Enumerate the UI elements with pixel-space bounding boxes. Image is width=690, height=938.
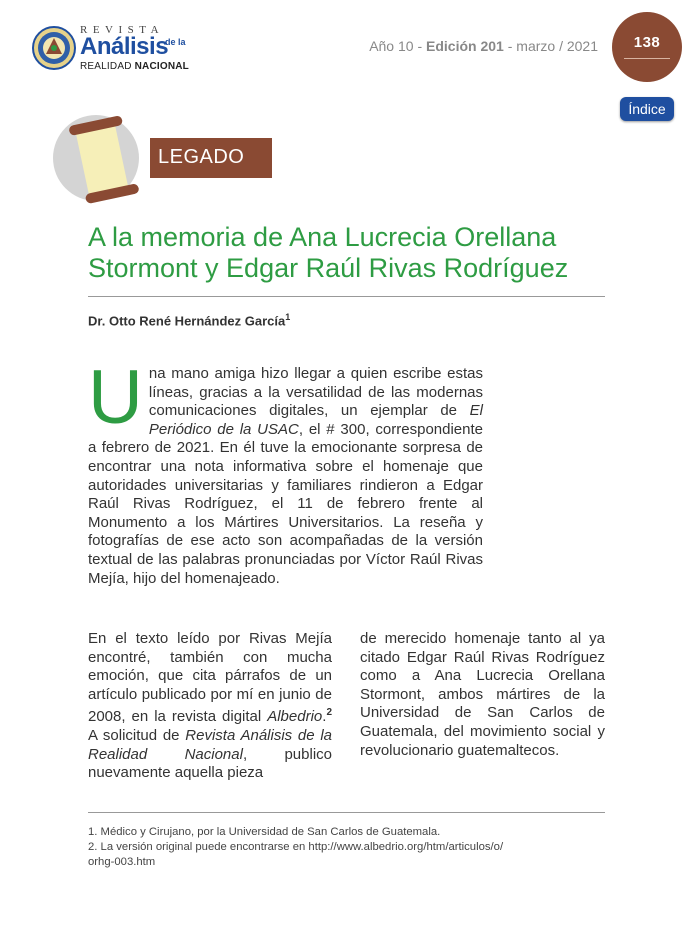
footnote-divider bbox=[88, 812, 605, 813]
logo-analisis-text: Análisis bbox=[80, 33, 169, 60]
title-divider bbox=[88, 296, 605, 297]
footnote: 2. La versión original puede encontrarse en http://www.albedrio.org/htm/articulos/o/ bbox=[88, 841, 504, 853]
body-text: de merecido homenaje tanto al ya citado Edgar Raúl Rivas Rodríguez como a Ana Lucrecia Orellana Stormont, ambos mártires de la Universidad de San Carlos de Guatemala, del movimiento social y revolucionario guatemaltecos. bbox=[360, 630, 605, 759]
lead-italic: El Periódico de la USAC bbox=[148, 402, 483, 438]
footnotes bbox=[88, 825, 605, 870]
scroll-icon bbox=[52, 110, 152, 210]
footnote-ref: 1 bbox=[285, 312, 291, 322]
logo-de-la-text: de la bbox=[165, 37, 186, 47]
edition-year: Año 10 bbox=[369, 38, 414, 54]
index-button[interactable]: Índice bbox=[620, 97, 674, 121]
body-italic: Revista Análisis de la Realidad Nacional bbox=[88, 726, 333, 763]
article-title bbox=[88, 222, 628, 284]
lead-paragraph bbox=[88, 355, 483, 588]
logo-nacional-text: NACIONAL bbox=[134, 61, 189, 72]
body-italic: Albedrio bbox=[267, 708, 323, 726]
lead-text: na mano amiga hizo llegar a quien escribe estas líneas, gracias a la versatilidad de las modernas comunicaciones digitales, un ejemplar de bbox=[148, 365, 483, 420]
edition-separator: - bbox=[417, 38, 423, 54]
author-text: Dr. Otto René Hernández García bbox=[88, 313, 286, 329]
drop-cap: U bbox=[88, 355, 143, 440]
body-text: En el texto leído por Rivas Mejía encontré, también con mucha emoción, que cita párrafos de un artículo publicado por mí en junio de 2008, en la revista digital bbox=[88, 630, 332, 726]
body-text: , publico nuevamente aquella pieza bbox=[88, 745, 332, 782]
logo-realidad-text: REALIDAD bbox=[80, 61, 132, 72]
section-label: LEGADO bbox=[158, 146, 245, 168]
page-badge-divider bbox=[624, 58, 670, 59]
footnote-ref: 2 bbox=[326, 707, 332, 719]
footnote-continuation: orhg-003.htm bbox=[88, 856, 156, 868]
logo-revista-text: REVISTA bbox=[80, 24, 165, 36]
edition-date: marzo / 2021 bbox=[516, 38, 598, 54]
article-title-line: A la memoria de Ana Lucrecia Orellana bbox=[88, 222, 557, 252]
body-text: A solicitud de bbox=[88, 726, 186, 744]
footnote: 1. Médico y Cirujano, por la Universidad de San Carlos de Guatemala. bbox=[88, 826, 441, 838]
page-number: 138 bbox=[633, 34, 661, 51]
body-column-left bbox=[88, 630, 332, 783]
body-column-right bbox=[360, 630, 605, 760]
author-name bbox=[88, 312, 290, 328]
edition-info bbox=[369, 38, 598, 54]
article-title-line: Stormont y Edgar Raúl Rivas Rodríguez bbox=[88, 253, 569, 283]
edition-number: Edición 201 bbox=[426, 38, 504, 54]
logo-realidad-nacional bbox=[80, 61, 189, 72]
edition-separator: - bbox=[507, 38, 513, 54]
body-text: . bbox=[322, 708, 327, 726]
university-seal-icon bbox=[32, 24, 76, 72]
lead-text: , el # 300, correspondiente a febrero de 2021. En él tuve la emocionante sorpresa de encontrar una nota informativa sobre el homenaje que autoridades universitarias y familiares rindieron a Edgar Raúl Rivas Rodríguez, el 11 de febrero frente al Monumento a los Mártires Universitarios. La reseña y fotografías de ese acto son acompañadas de la versión textual de las palabras pronunciadas por Víctor Raúl Rivas Mejía, hijo del homenajeado. bbox=[88, 420, 483, 587]
